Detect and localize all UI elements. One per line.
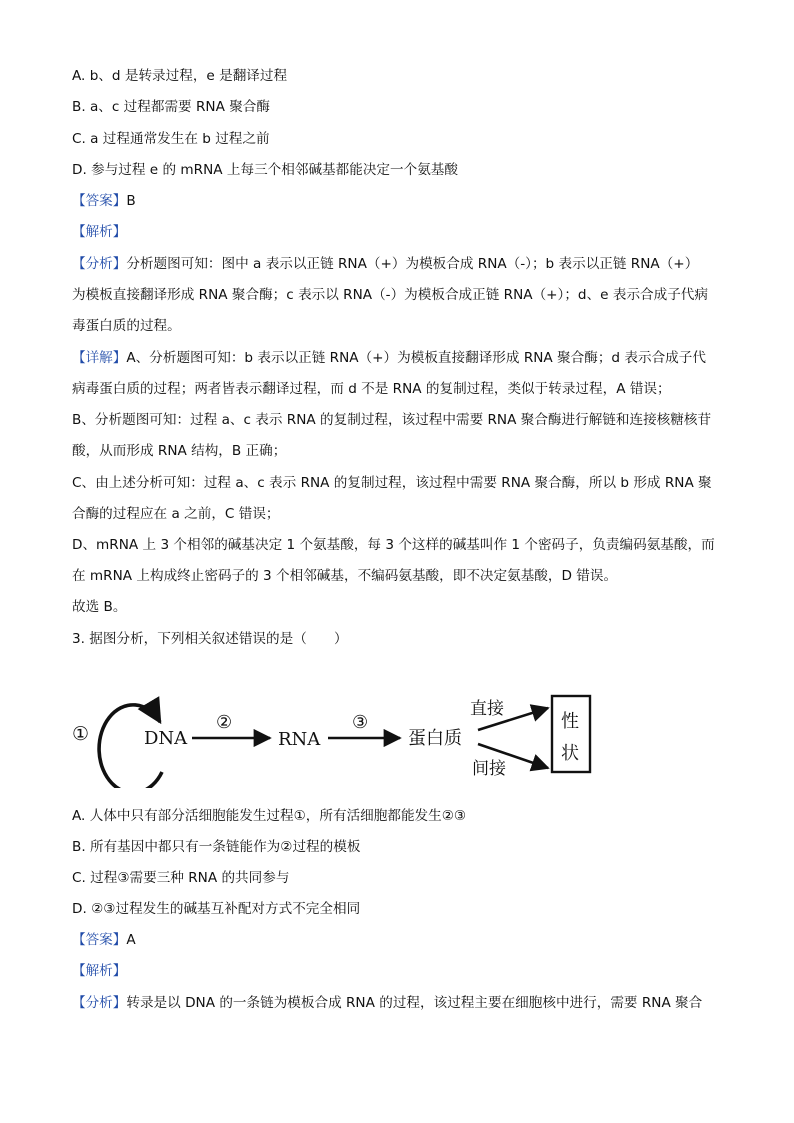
q2-detail-line-5: C、由上述分析可知：过程 a、c 表示 RNA 的复制过程，该过程中需要 RNA 聚合酶，所以 b 形成 RNA 聚 — [72, 475, 712, 491]
q2-answer — [72, 192, 136, 210]
q2-conclusion: 故选 B。 — [72, 599, 127, 615]
q2-analysis-tag: 【分析】 — [72, 256, 127, 272]
q2-analysis-line-3: 毒蛋白质的过程。 — [72, 318, 181, 334]
q2-detail-tag: 【详解】 — [72, 350, 127, 366]
q3-answer-value: A — [126, 932, 136, 948]
q2-detail-line-2: 病毒蛋白质的过程；两者皆表示翻译过程，而 d 不是 RNA 的复制过程，类似于转录过程，A 错误； — [72, 381, 671, 397]
q2-detail-text-1: A、分析题图可知：b 表示以正链 RNA（+）为模板直接翻译形成 RNA 聚合酶；d 表示合成子代 — [126, 350, 706, 366]
q2-option-d: D. 参与过程 e 的 mRNA 上每三个相邻碱基都能决定一个氨基酸 — [72, 162, 458, 178]
trait-char-1: 性 — [561, 711, 579, 732]
q2-option-a: A. b、d 是转录过程，e 是翻译过程 — [72, 68, 288, 84]
q2-detail-line-3: B、分析题图可知：过程 a、c 表示 RNA 的复制过程，该过程中需要 RNA 聚合酶进行解链和连接核糖核苷 — [72, 412, 712, 428]
q2-detail-line-4: 酸，从而形成 RNA 结构，B 正确； — [72, 443, 287, 459]
label-3: ③ — [352, 712, 369, 733]
trait-char-2: 状 — [561, 743, 579, 764]
q3-option-c: C. 过程③需要三种 RNA 的共同参与 — [72, 870, 290, 886]
q3-option-b: B. 所有基因中都只有一条链能作为②过程的模板 — [72, 839, 361, 855]
q3-option-a: A. 人体中只有部分活细胞能发生过程①，所有活细胞都能发生②③ — [72, 808, 467, 824]
q2-detail-line-7: D、mRNA 上 3 个相邻的碱基决定 1 个氨基酸，每 3 个这样的碱基叫作 1 个密码子，负责编码氨基酸，而 — [72, 537, 715, 553]
q3-analysis-tag: 【分析】 — [72, 995, 127, 1011]
q3-analysis-header: 【解析】 — [72, 963, 127, 979]
q2-detail-line-8: 在 mRNA 上构成终止密码子的 3 个相邻碱基，不编码氨基酸，即不决定氨基酸，D 错误。 — [72, 568, 618, 584]
q2-analysis-header: 【解析】 — [72, 224, 127, 240]
label-1: ① — [72, 723, 90, 745]
q3-option-d: D. ②③过程发生的碱基互补配对方式不完全相同 — [72, 901, 361, 917]
q2-detail-line-1 — [72, 349, 706, 367]
label-2: ② — [216, 712, 233, 733]
q2-answer-tag: 【答案】 — [72, 193, 127, 209]
indirect-label: 间接 — [472, 759, 506, 779]
q3-stem: 3. 据图分析，下列相关叙述错误的是（ ） — [72, 631, 348, 647]
q2-detail-line-6: 合酶的过程应在 a 之前，C 错误； — [72, 506, 280, 522]
q2-analysis-line-1 — [72, 255, 698, 273]
q2-option-b: B. a、c 过程都需要 RNA 聚合酶 — [72, 99, 270, 115]
rna-label: RNA — [278, 729, 321, 750]
q2-answer-value: B — [126, 193, 136, 209]
dna-label: DNA — [144, 728, 188, 749]
direct-label: 直接 — [470, 699, 504, 719]
q3-analysis-text: 转录是以 DNA 的一条链为模板合成 RNA 的过程，该过程主要在细胞核中进行，需要 RNA 聚合 — [126, 995, 703, 1011]
q2-analysis-text-1: 分析题图可知：图中 a 表示以正链 RNA（+）为模板合成 RNA（-）；b 表示以正链 RNA（+） — [126, 256, 699, 272]
q3-analysis-line-1 — [72, 994, 702, 1012]
q2-option-c: C. a 过程通常发生在 b 过程之前 — [72, 131, 270, 147]
q3-answer-tag: 【答案】 — [72, 932, 127, 948]
protein-label: 蛋白质 — [408, 728, 462, 749]
q2-analysis-line-2: 为模板直接翻译形成 RNA 聚合酶；c 表示以 RNA（-）为模板合成正链 RNA（+）；d、e 表示合成子代病 — [72, 287, 708, 303]
central-dogma-diagram — [60, 678, 620, 788]
q3-answer — [72, 931, 136, 949]
